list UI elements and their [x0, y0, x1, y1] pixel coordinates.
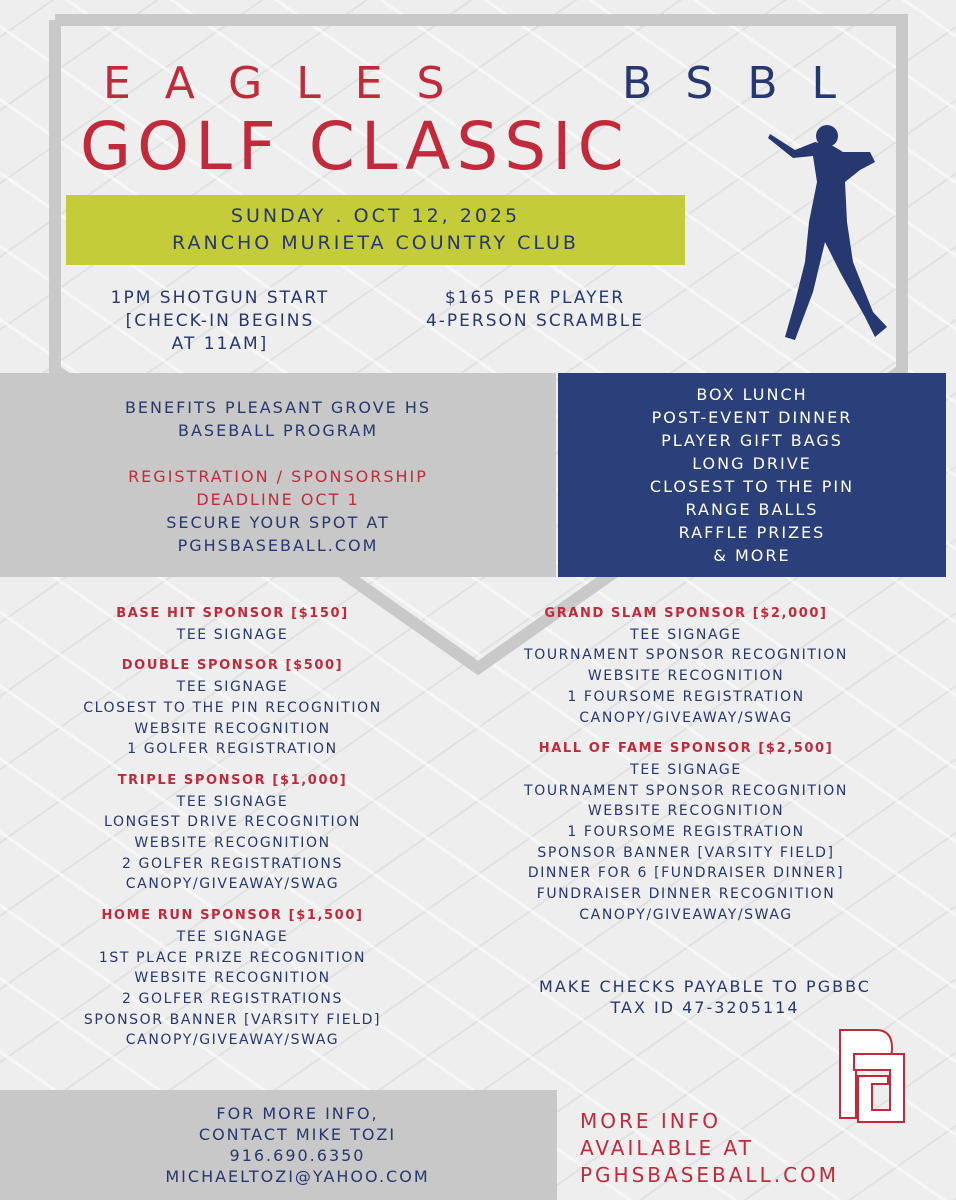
sponsor-tier: [20, 656, 445, 760]
start-line: 1PM SHOTGUN START: [110, 288, 330, 308]
price-line: $165 PER PLAYER: [444, 288, 626, 308]
benefits-line: BASEBALL PROGRAM: [178, 421, 378, 440]
deadline-line: DEADLINE OCT 1: [196, 490, 360, 509]
sponsor-tier-title: HOME RUN SPONSOR [$1,500]: [101, 908, 364, 924]
sponsor-benefit: SPONSOR BANNER [VARSITY FIELD]: [537, 844, 835, 861]
sponsor-benefit: 2 GOLFER REGISTRATIONS: [121, 990, 343, 1007]
sponsor-benefit: 1 FOURSOME REGISTRATION: [567, 688, 805, 705]
sponsor-tier-title: HALL OF FAME SPONSOR [$2,500]: [538, 741, 834, 757]
sponsor-benefit: WEBSITE RECOGNITION: [134, 835, 331, 852]
start-info: [70, 287, 370, 356]
pg-logo: [836, 1026, 908, 1126]
start-line: AT 11AM]: [171, 334, 269, 354]
tax-id: TAX ID 47-3205114: [610, 998, 800, 1017]
sponsor-benefit: TOURNAMENT SPONSOR RECOGNITION: [524, 647, 848, 664]
benefits-text: [0, 396, 556, 557]
included-item: PLAYER GIFT BAGS: [661, 431, 843, 450]
includes-panel: [558, 373, 946, 577]
sponsor-benefit: DINNER FOR 6 [FUNDRAISER DINNER]: [527, 865, 845, 882]
benefits-line: BENEFITS PLEASANT GROVE HS: [124, 398, 432, 417]
title-golf-classic: GOLF CLASSIC: [80, 108, 630, 185]
sponsor-tier-title: GRAND SLAM SPONSOR [$2,000]: [544, 606, 828, 621]
start-line: [CHECK-IN BEGINS: [125, 311, 315, 331]
sponsor-benefit: 1 FOURSOME REGISTRATION: [567, 824, 805, 841]
sponsor-tier: [20, 604, 445, 645]
sponsor-benefit: 2 GOLFER REGISTRATIONS: [121, 855, 343, 872]
sponsor-benefit: WEBSITE RECOGNITION: [587, 668, 785, 685]
sponsor-tier: [470, 604, 902, 728]
sponsor-tier: [470, 739, 902, 925]
sponsor-benefit: TEE SIGNAGE: [176, 679, 289, 696]
included-item: CLOSEST TO THE PIN: [649, 477, 855, 496]
included-item: RANGE BALLS: [685, 500, 819, 519]
contact-email[interactable]: MICHAELTOZI@YAHOO.COM: [165, 1167, 430, 1186]
secure-line: SECURE YOUR SPOT AT: [166, 513, 390, 532]
included-item: BOX LUNCH: [696, 385, 808, 404]
more-info-line: AVAILABLE AT: [580, 1136, 754, 1160]
sponsor-benefit: CANOPY/GIVEAWAY/SWAG: [579, 906, 793, 923]
format-line: 4-PERSON SCRAMBLE: [425, 311, 644, 331]
sponsor-tier-title: BASE HIT SPONSOR [$150]: [116, 606, 349, 621]
sponsors-right: [470, 604, 902, 937]
sponsor-benefit: WEBSITE RECOGNITION: [587, 803, 785, 820]
sponsor-tier-title: TRIPLE SPONSOR [$1,000]: [117, 772, 348, 788]
sponsor-benefit: LONGEST DRIVE RECOGNITION: [104, 814, 361, 831]
more-info-website[interactable]: PGHSBASEBALL.COM: [580, 1163, 840, 1187]
sponsor-benefit: TEE SIGNAGE: [176, 928, 289, 945]
sponsor-benefit: TEE SIGNAGE: [630, 761, 742, 778]
sponsor-benefit: TOURNAMENT SPONSOR RECOGNITION: [524, 782, 848, 799]
sponsor-benefit: CANOPY/GIVEAWAY/SWAG: [125, 1032, 340, 1049]
sponsor-benefit: WEBSITE RECOGNITION: [134, 970, 331, 987]
included-item: & MORE: [713, 546, 791, 565]
event-date: SUNDAY . OCT 12, 2025: [230, 205, 521, 227]
sponsor-tier: [20, 771, 445, 895]
included-item: LONG DRIVE: [692, 454, 812, 473]
payment-info: [470, 976, 940, 1018]
sponsor-benefit: TEE SIGNAGE: [176, 793, 289, 810]
title-bsbl: BSBL: [622, 58, 871, 109]
more-info-line: MORE INFO: [580, 1109, 721, 1133]
golfer-silhouette-icon: [765, 122, 895, 347]
sponsors-left: [20, 604, 445, 1062]
deadline-line: REGISTRATION / SPONSORSHIP: [128, 467, 428, 486]
included-item: POST-EVENT DINNER: [651, 408, 853, 427]
date-venue-banner: [66, 195, 685, 265]
contact-line: FOR MORE INFO,: [216, 1104, 379, 1123]
sponsor-benefit: 1ST PLACE PRIZE RECOGNITION: [98, 949, 367, 966]
contact-phone[interactable]: 916.690.6350: [229, 1146, 366, 1165]
price-info: [380, 287, 690, 333]
contact-info: [40, 1103, 555, 1187]
title-eagles: EAGLES: [103, 58, 479, 109]
contact-name: CONTACT MIKE TOZI: [198, 1125, 397, 1144]
more-info: [580, 1108, 839, 1189]
sponsor-benefit: TEE SIGNAGE: [176, 626, 289, 643]
payment-line: MAKE CHECKS PAYABLE TO PGBBC: [539, 977, 871, 996]
sponsor-tier-title: DOUBLE SPONSOR [$500]: [121, 658, 344, 674]
event-venue: RANCHO MURIETA COUNTRY CLUB: [172, 232, 579, 254]
sponsor-benefit: CANOPY/GIVEAWAY/SWAG: [125, 876, 340, 893]
sponsor-benefit: TEE SIGNAGE: [630, 626, 742, 643]
sponsor-benefit: CLOSEST TO THE PIN RECOGNITION: [83, 699, 382, 716]
sponsor-tier: [20, 906, 445, 1051]
sponsor-benefit: WEBSITE RECOGNITION: [134, 720, 331, 737]
sponsor-benefit: 1 GOLFER REGISTRATION: [127, 741, 338, 758]
included-item: RAFFLE PRIZES: [678, 523, 826, 542]
website-link[interactable]: PGHSBASEBALL.COM: [177, 536, 379, 555]
sponsor-benefit: CANOPY/GIVEAWAY/SWAG: [579, 709, 793, 726]
sponsor-benefit: SPONSOR BANNER [VARSITY FIELD]: [83, 1011, 382, 1028]
sponsor-benefit: FUNDRAISER DINNER RECOGNITION: [536, 886, 836, 903]
